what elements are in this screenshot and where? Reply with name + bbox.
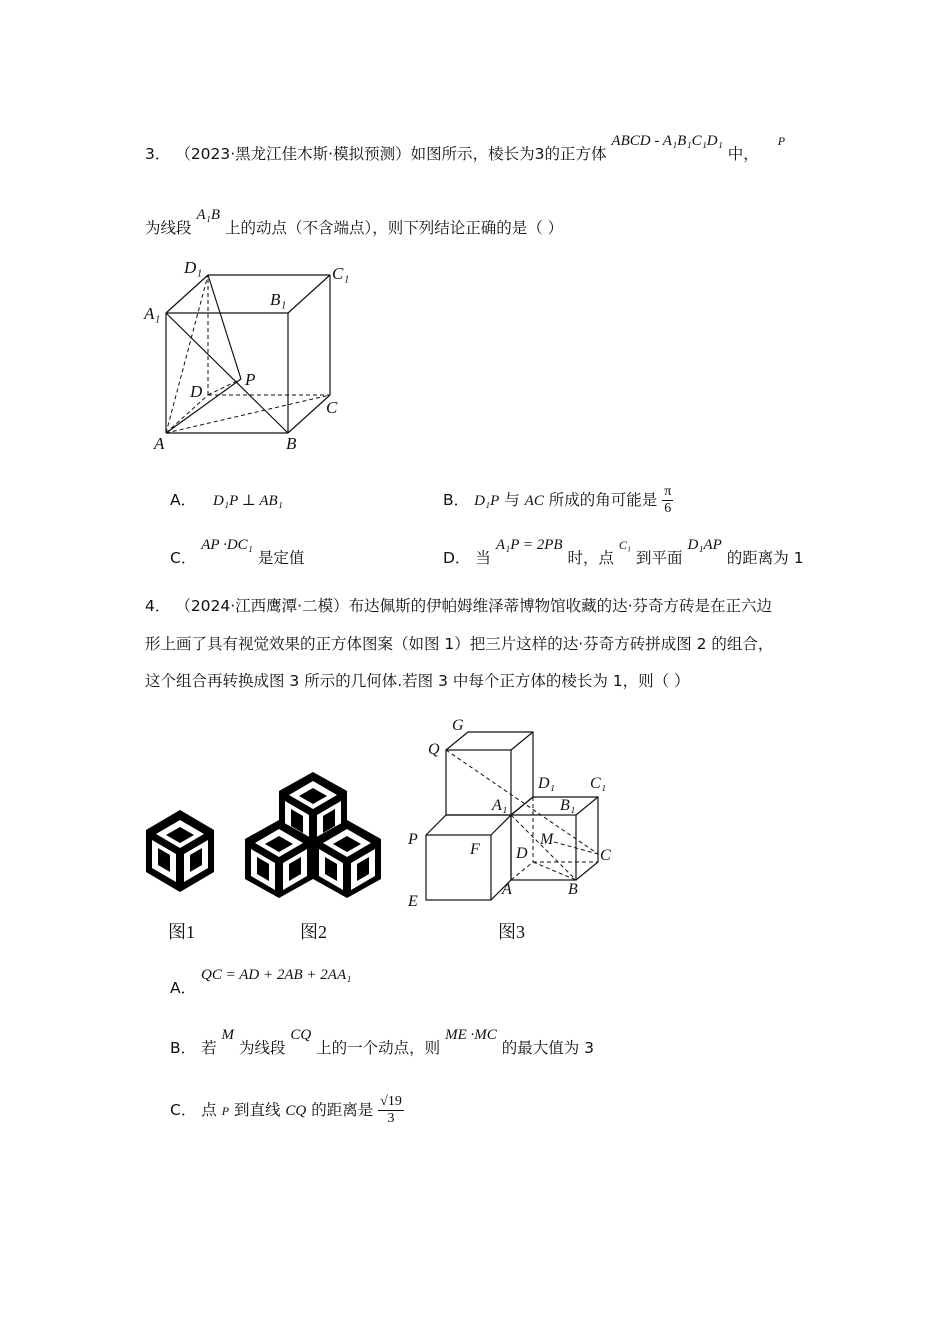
q3-option-d	[443, 537, 804, 568]
q3-cube-figure	[140, 255, 360, 455]
q3-label-d: D	[190, 382, 203, 401]
q3-label-c: C	[326, 398, 338, 417]
q4-option-c-pre: 点	[201, 1101, 222, 1119]
q3-option-a	[170, 488, 283, 510]
q4-line1-text: （2024·江西鹰潭·二模）布达佩斯的伊帕姆维泽蒂博物馆收藏的达·芬奇方砖是在正六边	[175, 597, 773, 615]
q4-figure-2	[240, 772, 386, 900]
q3-cube-name: ABCD - A₁B₁C₁D₁	[611, 133, 723, 149]
q4-label-a: A	[502, 881, 512, 898]
q3-mid: 中，	[727, 145, 759, 163]
q3-option-a-expr: D₁P ⊥ AB₁	[213, 493, 283, 509]
q4-label-f: F	[470, 841, 480, 858]
q4-caption-2: 图2	[300, 922, 327, 942]
q3-option-d-pre: 当	[475, 549, 496, 567]
q4-option-c-expr2: CQ	[285, 1103, 307, 1119]
q3-option-d-text: 时，点	[567, 549, 619, 567]
q4-caption-3: 图3	[498, 922, 525, 942]
q4-label-c: C	[600, 847, 611, 864]
q4-caption-1: 图1	[168, 922, 195, 942]
q4-label-e: E	[408, 893, 418, 910]
q4-line1	[145, 594, 772, 616]
q4-option-b-expr2: CQ	[290, 1027, 312, 1043]
q4-figure-3	[404, 712, 624, 912]
q3-label-b: B	[286, 434, 297, 453]
q3-option-b-den: 6	[664, 501, 672, 516]
q4-label-q: Q	[428, 741, 440, 758]
q4-option-a	[170, 967, 352, 998]
q4-line2: 形上画了具有视觉效果的正方体图案（如图 1）把三片这样的达·芬奇方砖拼成图 2 的组合，	[145, 635, 774, 653]
q4-label-a1: A₁	[492, 797, 508, 814]
q4-label-d: D	[516, 845, 528, 862]
q3-option-d-text2: 到平面	[636, 549, 688, 567]
q4-label-m: M	[540, 831, 554, 848]
q3-option-a-label: A．	[170, 491, 197, 509]
q4-option-c	[170, 1094, 404, 1127]
q4-option-b	[170, 1027, 595, 1058]
q3-option-b-expr: D₁P	[474, 493, 500, 509]
q3-segment: A₁B	[196, 207, 220, 223]
q3-option-d-expr3: D₁AP	[687, 537, 722, 553]
q3-label-d1: D₁	[184, 258, 203, 277]
q3-option-b	[443, 484, 673, 517]
q3-point-p: P	[777, 134, 786, 148]
q3-option-d-text3: 的距离为 1	[726, 549, 804, 567]
q4-label-b: B	[568, 881, 578, 898]
q4-figure-1	[142, 808, 218, 898]
q3-option-b-expr2: AC	[524, 493, 544, 509]
q4-option-c-expr: P	[221, 1104, 230, 1118]
q4-option-c-text2: 的距离是	[311, 1101, 379, 1119]
q4-number: 4．	[145, 597, 171, 615]
q3-option-c-text: 是定值	[257, 549, 305, 567]
q4-label-c1: C₁	[590, 775, 607, 792]
q3-label-p: P	[245, 370, 256, 389]
q4-option-b-text2: 上的一个动点，则	[316, 1039, 446, 1057]
q3-option-d-expr: A₁P = 2PB	[495, 537, 563, 553]
q3-option-c-label: C．	[170, 549, 197, 567]
q4-option-c-label: C．	[170, 1101, 197, 1119]
q4-option-a-label: A．	[170, 979, 197, 997]
q3-option-b-num: π	[664, 484, 672, 499]
q4-option-c-den: 3	[387, 1111, 395, 1126]
q3-source: （2023·黑龙江佳木斯·模拟预测）如图所示，棱长为3的正方体	[175, 145, 607, 163]
q4-option-c-num: √19	[380, 1094, 402, 1109]
q3-option-d-label: D．	[443, 549, 471, 567]
q4-label-b1: B₁	[560, 797, 576, 814]
q3-option-b-text: 与	[504, 491, 525, 509]
q4-option-b-text: 为线段	[238, 1039, 291, 1057]
q3-option-c-expr: AP ·DC₁	[201, 537, 253, 553]
q3-option-b-label: B．	[443, 491, 470, 509]
q3-label-a1: A₁	[144, 304, 161, 323]
q4-option-b-expr: M	[221, 1027, 235, 1043]
q4-option-b-label: B．	[170, 1039, 197, 1057]
q3-option-d-expr2: C₁	[618, 538, 632, 552]
q4-label-p: P	[408, 831, 418, 848]
q3-option-b-fraction	[662, 484, 673, 517]
q4-label-g: G	[452, 717, 464, 734]
q4-option-c-fraction	[378, 1094, 404, 1127]
q4-option-b-expr3: ME ·MC	[445, 1027, 497, 1043]
q3-label-b1: B₁	[270, 290, 287, 309]
q3-number: 3．	[145, 145, 171, 163]
q4-option-b-text3: 的最大值为 3	[501, 1039, 595, 1057]
q4-option-b-pre: 若	[201, 1039, 222, 1057]
q3-line1	[145, 133, 786, 164]
q3-option-b-text2: 所成的角可能是	[548, 491, 658, 509]
q3-line2-b: 上的动点（不含端点），则下列结论正确的是（ ）	[224, 219, 564, 237]
q3-label-a: A	[154, 434, 165, 453]
q3-option-c	[170, 537, 305, 568]
q3-line2	[145, 207, 564, 238]
q3-label-c1: C₁	[332, 264, 350, 283]
q4-line3: 这个组合再转换成图 3 所示的几何体.若图 3 中每个正方体的棱长为 1，则（ ）	[145, 672, 690, 690]
q3-line2-a: 为线段	[145, 219, 192, 237]
q4-option-c-text: 到直线	[233, 1101, 286, 1119]
q4-option-a-expr: QC = AD + 2AB + 2AA₁	[201, 967, 352, 983]
q4-label-d1: D₁	[538, 775, 556, 792]
